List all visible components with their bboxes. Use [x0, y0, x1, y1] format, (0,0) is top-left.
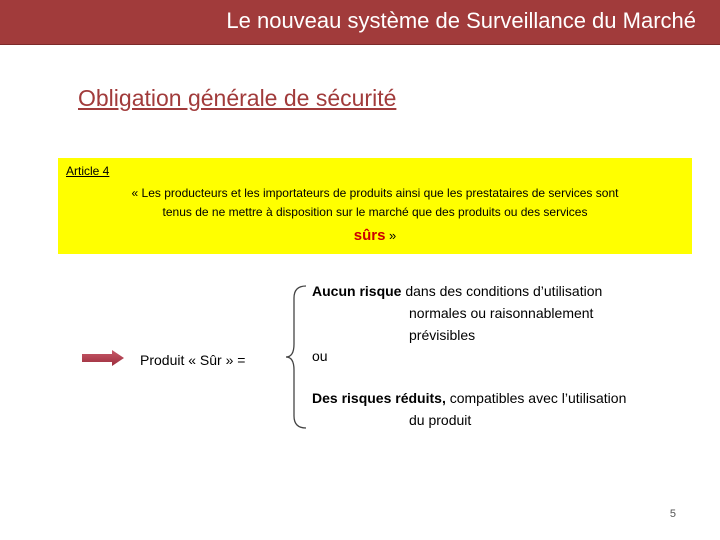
article-emphasis: sûrs: [353, 227, 386, 244]
left-brace-icon: [284, 284, 308, 430]
option-no-risk-text-2: normales ou raisonnablement: [409, 305, 594, 321]
option-no-risk-text-1: dans des conditions d’utilisation: [401, 283, 603, 299]
option-reduced-risk-bold: Des risques réduits,: [312, 390, 446, 406]
option-no-risk: [312, 280, 602, 346]
page-number: 5: [669, 508, 676, 520]
arrow-right-icon: [82, 350, 124, 366]
article-label: Article 4: [66, 164, 110, 178]
section-title: Obligation générale de sécurité: [78, 85, 397, 111]
header-bar: [0, 0, 720, 45]
article-text-line-1: « Les producteurs et les importateurs de produits ainsi que les prestataires de services sont: [131, 186, 619, 200]
article-box: [58, 158, 692, 254]
separator-ou: ou: [312, 348, 328, 364]
option-reduced-risk-text-1: compatibles avec l’utilisation: [445, 390, 627, 406]
option-no-risk-text-3: prévisibles: [409, 327, 476, 343]
article-text-line-2: tenus de ne mettre à disposition sur le marché que des produits ou des services: [162, 205, 588, 219]
slide-title: Le nouveau système de Surveillance du Marché: [226, 8, 696, 33]
article-closing: »: [385, 228, 397, 243]
option-reduced-risk-text-2: du produit: [409, 412, 472, 428]
option-no-risk-bold: Aucun risque: [312, 283, 402, 299]
article-text-line-3: [58, 228, 692, 244]
option-reduced-risk: [312, 387, 626, 431]
definition-label: Produit « Sûr » =: [140, 352, 246, 368]
